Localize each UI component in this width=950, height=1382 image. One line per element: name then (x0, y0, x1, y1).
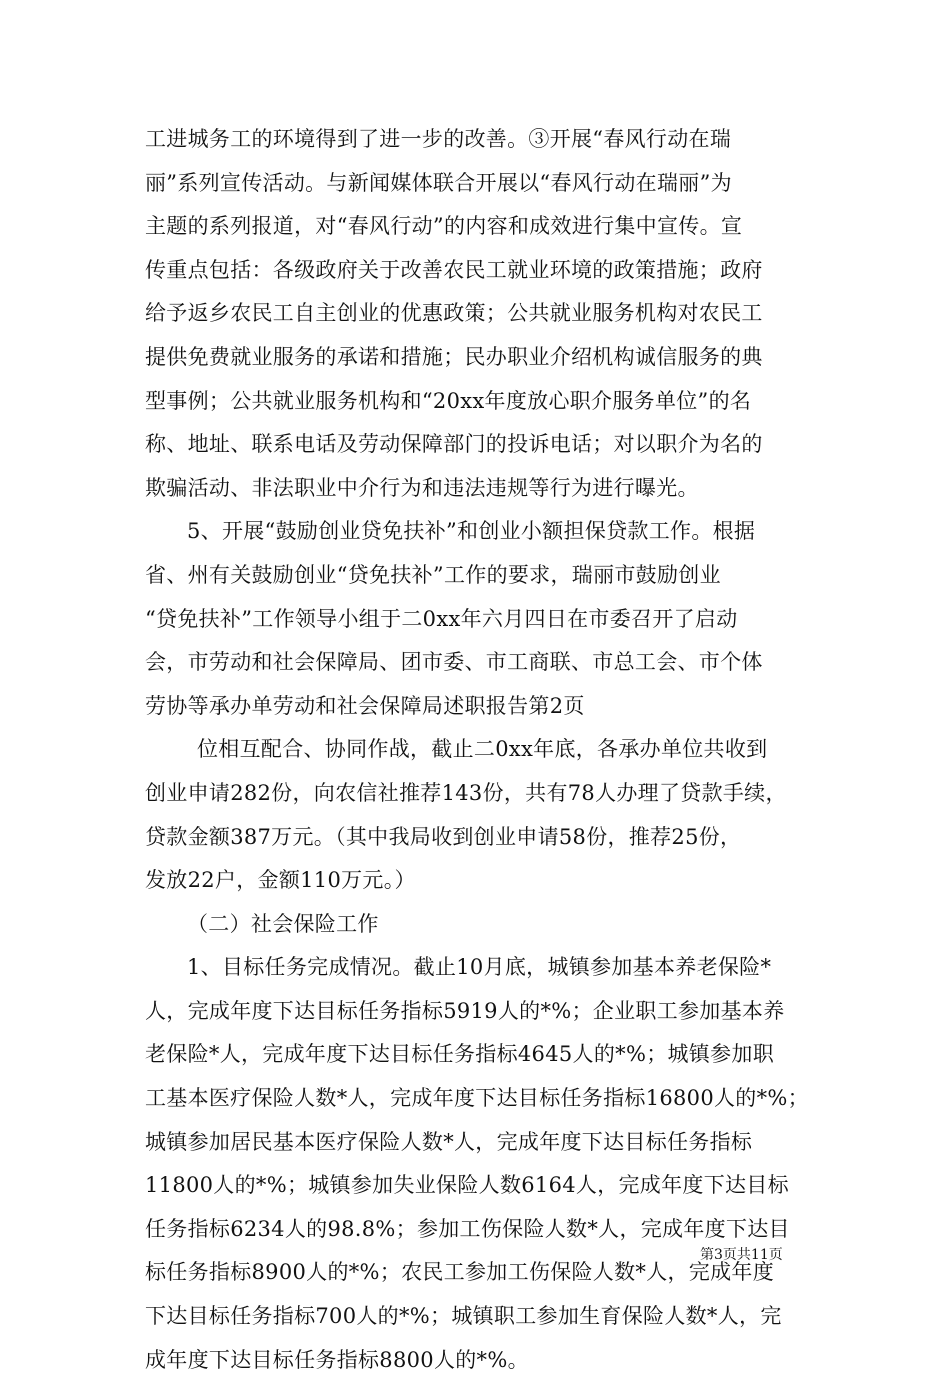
text-line: 丽”系列宣传活动。与新闻媒体联合开展以“春风行动在瑞丽”为 (145, 170, 732, 195)
text-line: 下达目标任务指标700人的*%；城镇职工参加生育保险人数*人，完 (145, 1304, 782, 1329)
text-line: 11800人的*%；城镇参加失业保险人数6164人，完成年度下达目标 (145, 1173, 789, 1198)
text-line: 省、州有关鼓励创业“贷免扶补”工作的要求，瑞丽市鼓励创业 (145, 562, 721, 587)
paragraph-start-line: 5、开展“鼓励创业贷免扶补”和创业小额担保贷款工作。根据 (187, 519, 756, 544)
text-line: 给予返乡农民工自主创业的优惠政策；公共就业服务机构对农民工 (145, 301, 763, 326)
text-line: 称、地址、联系电话及劳动保障部门的投诉电话；对以职介为名的 (145, 432, 763, 457)
text-line: 标任务指标8900人的*%；农民工参加工伤保险人数*人，完成年度 (145, 1260, 774, 1285)
text-line: 创业申请282份，向农信社推荐143份，共有78人办理了贷款手续， (145, 780, 787, 805)
text-line: 发放22户，金额110万元。） (145, 868, 416, 893)
text-line: 任务指标6234人的98.8%；参加工伤保险人数*人，完成年度下达目 (145, 1216, 790, 1241)
section-heading: （二）社会保险工作 (187, 911, 379, 936)
text-line: 主题的系列报道，对“春风行动”的内容和成效进行集中宣传。宣 (145, 214, 743, 239)
text-line: 会，市劳动和社会保障局、团市委、市工商联、市总工会、市个体 (145, 650, 763, 675)
text-line: 贷款金额387万元。（其中我局收到创业申请58份，推荐25份， (145, 824, 742, 849)
text-line: 欺骗活动、非法职业中介行为和违法违规等行为进行曝光。 (145, 475, 699, 500)
text-line: 城镇参加居民基本医疗保险人数*人，完成年度下达目标任务指标 (145, 1129, 753, 1154)
text-line: 老保险*人，完成年度下达目标任务指标4645人的*%；城镇参加职 (145, 1042, 774, 1067)
page-number: 第3页共11页 (700, 1247, 783, 1263)
text-line: “贷免扶补”工作领导小组于二0xx年六月四日在市委召开了启动 (145, 606, 738, 631)
paragraph-start-line: 1、目标任务完成情况。截止10月底，城镇参加基本养老保险* (187, 955, 772, 980)
paragraph-start-line: 位相互配合、协同作战，截止二0xx年底，各承办单位共收到 (197, 737, 768, 762)
text-line: 提供免费就业服务的承诺和措施；民办职业介绍机构诚信服务的典 (145, 344, 763, 369)
text-line: 型事例；公共就业服务机构和“20xx年度放心职介服务单位”的名 (145, 388, 752, 413)
text-line: 工基本医疗保险人数*人，完成年度下达目标任务指标16800人的*%； (145, 1086, 809, 1111)
text-line: 传重点包括：各级政府关于改善农民工就业环境的政策措施；政府 (145, 257, 763, 282)
text-line: 人，完成年度下达目标任务指标5919人的*%；企业职工参加基本养 (145, 998, 785, 1023)
text-line: 工进城务工的环境得到了进一步的改善。③开展“春风行动在瑞 (145, 127, 732, 151)
body-text (145, 118, 825, 1382)
text-line: 成年度下达目标任务指标8800人的*%。 (145, 1347, 529, 1372)
text-line: 劳协等承办单劳动和社会保障局述职报告第2页 (145, 693, 585, 718)
